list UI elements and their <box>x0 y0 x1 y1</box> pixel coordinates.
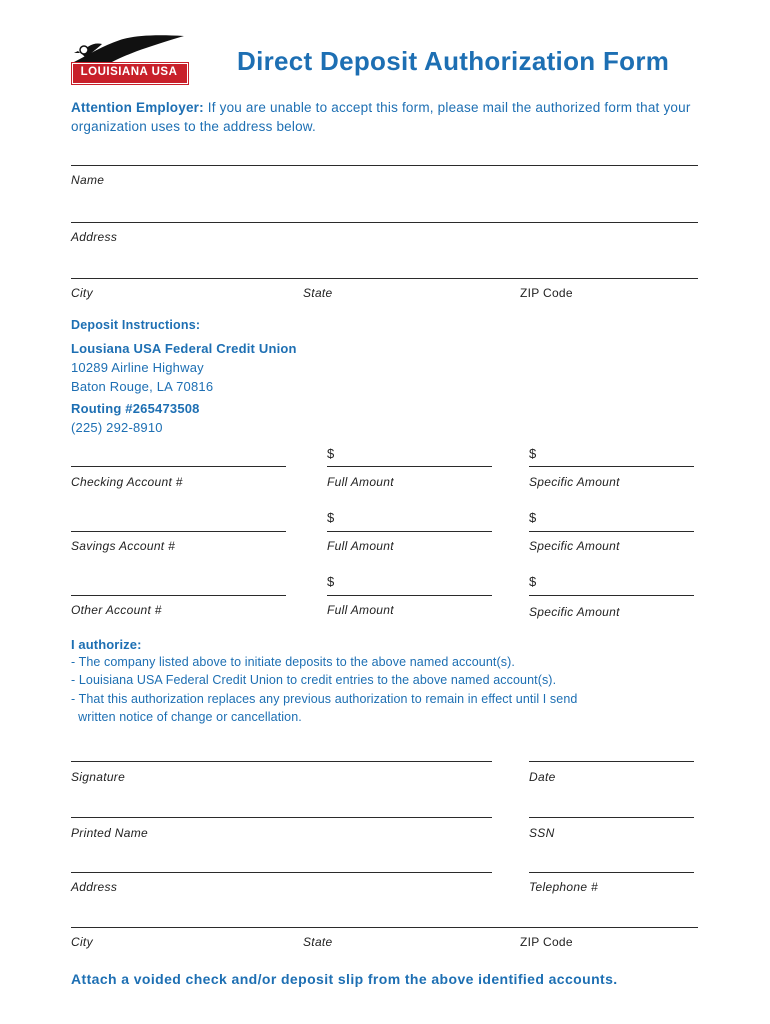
other-full-label: Full Amount <box>327 603 394 617</box>
other-specific-label: Specific Amount <box>529 605 620 619</box>
state-label: State <box>303 286 333 300</box>
savings-full-currency: $ <box>327 510 335 525</box>
eagle-icon <box>72 32 187 66</box>
savings-specific-currency: $ <box>529 510 537 525</box>
name-label: Name <box>71 173 105 187</box>
credit-union-logo <box>72 32 187 84</box>
bank-city: Baton Rouge, LA 70816 <box>71 379 214 394</box>
telephone-line[interactable] <box>529 872 694 873</box>
checking-full-label: Full Amount <box>327 475 394 489</box>
signature-label: Signature <box>71 770 126 784</box>
signature-line[interactable] <box>71 761 492 762</box>
checking-full-amount-line[interactable] <box>327 466 492 467</box>
savings-specific-label: Specific Amount <box>529 539 620 553</box>
savings-full-amount-line[interactable] <box>327 531 492 532</box>
other-full-currency: $ <box>327 574 335 589</box>
savings-specific-amount-line[interactable] <box>529 531 694 532</box>
authorize-line-2: - Louisiana USA Federal Credit Union to credit entries to the above named account(s). <box>71 673 557 687</box>
attention-text: If you are unable to accept this form, please mail the authorized form that your organization uses to the address below. <box>71 100 691 134</box>
other-full-amount-line[interactable] <box>327 595 492 596</box>
authorize-line-1: - The company listed above to initiate deposits to the above named account(s). <box>71 655 515 669</box>
savings-account-line[interactable] <box>71 531 286 532</box>
routing-number: Routing #265473508 <box>71 401 200 416</box>
attention-label: Attention Employer: <box>71 100 204 115</box>
bank-phone: (225) 292-8910 <box>71 420 163 435</box>
logo-text: LOUISIANA USA <box>80 66 178 78</box>
city-state-zip-line[interactable] <box>71 278 698 279</box>
signer-address-label: Address <box>71 880 118 894</box>
savings-account-label: Savings Account # <box>71 539 176 553</box>
telephone-label: Telephone # <box>529 880 598 894</box>
form-title: Direct Deposit Authorization Form <box>237 46 670 76</box>
attention-note <box>71 98 711 136</box>
signer-city-label: City <box>71 935 93 949</box>
date-line[interactable] <box>529 761 694 762</box>
authorize-line-3: - That this authorization replaces any previous authorization to remain in effect until I send <box>71 692 578 706</box>
date-label: Date <box>529 770 556 784</box>
checking-specific-label: Specific Amount <box>529 475 620 489</box>
other-specific-currency: $ <box>529 574 537 589</box>
checking-account-line[interactable] <box>71 466 286 467</box>
ssn-line[interactable] <box>529 817 694 818</box>
bank-name: Lousiana USA Federal Credit Union <box>71 341 297 356</box>
printed-name-line[interactable] <box>71 817 492 818</box>
printed-name-label: Printed Name <box>71 826 148 840</box>
authorize-heading: I authorize: <box>71 637 142 652</box>
savings-full-label: Full Amount <box>327 539 394 553</box>
footer-instruction: Attach a voided check and/or deposit slip from the above identified accounts. <box>71 971 618 987</box>
signer-city-state-zip-line[interactable] <box>71 927 698 928</box>
city-label: City <box>71 286 93 300</box>
other-account-label: Other Account # <box>71 603 162 617</box>
checking-full-currency: $ <box>327 446 335 461</box>
checking-account-label: Checking Account # <box>71 475 183 489</box>
ssn-label: SSN <box>529 826 555 840</box>
name-field-line[interactable] <box>71 165 698 166</box>
signer-address-line[interactable] <box>71 872 492 873</box>
address-label: Address <box>71 230 118 244</box>
bank-street: 10289 Airline Highway <box>71 360 204 375</box>
other-account-line[interactable] <box>71 595 286 596</box>
authorize-line-4: written notice of change or cancellation. <box>71 710 302 724</box>
signer-zip-label: ZIP Code <box>520 935 573 949</box>
signer-state-label: State <box>303 935 333 949</box>
address-field-line[interactable] <box>71 222 698 223</box>
deposit-heading: Deposit Instructions: <box>71 318 201 332</box>
zip-label: ZIP Code <box>520 286 573 300</box>
checking-specific-currency: $ <box>529 446 537 461</box>
other-specific-amount-line[interactable] <box>529 595 694 596</box>
checking-specific-amount-line[interactable] <box>529 466 694 467</box>
